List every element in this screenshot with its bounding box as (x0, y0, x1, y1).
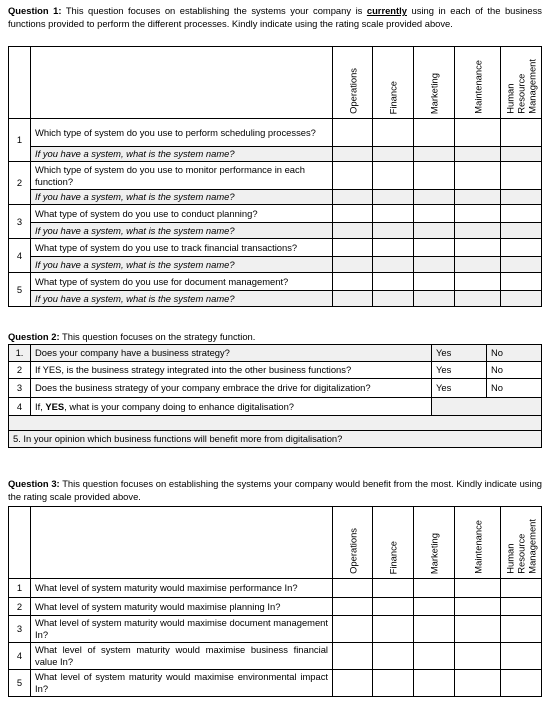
rating-cell[interactable] (373, 579, 414, 598)
rating-cell[interactable] (501, 579, 542, 598)
row-number: 3 (9, 205, 31, 239)
rating-cell[interactable] (414, 616, 455, 643)
question-5-text: 5. In your opinion which business functions will benefit more from digitalisation? (9, 431, 542, 448)
rating-cell[interactable] (414, 119, 455, 147)
system-name-cell[interactable] (333, 257, 373, 273)
rating-cell[interactable] (455, 239, 501, 257)
question-1-label: Question 1: (8, 5, 62, 16)
question-text: Does your company have a business strategy? (31, 345, 432, 362)
rating-cell[interactable] (501, 162, 542, 190)
if-text: If, (35, 400, 46, 412)
question-3-table (8, 506, 542, 697)
col-hrm-label: Human Resource Management (504, 519, 538, 574)
question-text: What type of system do you use to track financial transactions? (31, 239, 333, 257)
rating-cell[interactable] (333, 205, 373, 223)
system-name-cell[interactable] (333, 190, 373, 205)
col-maintenance (455, 507, 501, 579)
rating-cell[interactable] (414, 598, 455, 616)
system-name-cell[interactable] (455, 257, 501, 273)
yes-option[interactable]: Yes (432, 362, 487, 379)
system-name-cell[interactable] (414, 223, 455, 239)
col-operations-label: Operations (347, 528, 358, 574)
rating-cell[interactable] (373, 162, 414, 190)
system-name-cell[interactable] (414, 257, 455, 273)
system-name-cell[interactable] (333, 291, 373, 307)
rating-cell[interactable] (414, 643, 455, 670)
row-number: 5 (9, 670, 31, 697)
question-rest: , what is your company doing to enhance digitalisation? (64, 400, 295, 412)
row-number: 3 (9, 616, 31, 643)
col-finance (373, 47, 414, 119)
rating-cell[interactable] (333, 643, 373, 670)
rating-cell[interactable] (373, 273, 414, 291)
question-text: Does the business strategy of your company embrace the drive for digitalization? (31, 379, 432, 398)
rating-cell[interactable] (455, 205, 501, 223)
row-number: 4 (9, 398, 31, 416)
row-number: 2 (9, 162, 31, 205)
col-marketing-label: Marketing (428, 532, 440, 574)
rating-cell[interactable] (414, 239, 455, 257)
row-number: 3 (9, 379, 31, 398)
question-text: What level of system maturity would maximise document management In? (31, 616, 333, 643)
system-name-cell[interactable] (501, 190, 542, 205)
question-text: What level of system maturity would maximise environmental impact In? (31, 670, 333, 697)
question-text: What level of system maturity would maximise planning In? (31, 598, 333, 616)
row-number: 2 (9, 598, 31, 616)
rating-cell[interactable] (333, 598, 373, 616)
system-name-cell[interactable] (501, 257, 542, 273)
system-name-prompt: If you have a system, what is the system name? (31, 147, 333, 162)
col-operations-label: Operations (347, 68, 358, 114)
system-name-cell[interactable] (455, 147, 501, 162)
rating-cell[interactable] (333, 616, 373, 643)
rating-cell[interactable] (373, 643, 414, 670)
col-hrm (501, 507, 542, 579)
question-2-table (8, 344, 542, 448)
question-text: What level of system maturity would maximise business financial value In? (31, 643, 333, 670)
rating-cell[interactable] (373, 239, 414, 257)
question-3-label: Question 3: (8, 478, 60, 489)
rating-cell[interactable] (333, 670, 373, 697)
rating-cell[interactable] (373, 205, 414, 223)
question-text: What type of system do you use for document management? (31, 273, 333, 291)
header-question-cell (31, 507, 333, 579)
col-maintenance (455, 47, 501, 119)
question-1-text-a: This question focuses on establishing the systems your company is (61, 5, 367, 16)
no-option[interactable]: No (487, 379, 542, 398)
header-num-cell (9, 47, 31, 119)
rating-cell[interactable] (501, 598, 542, 616)
system-name-cell[interactable] (333, 147, 373, 162)
answer-area[interactable] (9, 416, 542, 431)
question-text: If YES, is the business strategy integrated into the other business functions? (31, 362, 432, 379)
rating-cell[interactable] (414, 162, 455, 190)
col-marketing-label: Marketing (428, 72, 440, 114)
question-text: What level of system maturity would maximise performance In? (31, 579, 333, 598)
system-name-prompt: If you have a system, what is the system name? (31, 223, 333, 239)
rating-cell[interactable] (333, 119, 373, 147)
yes-option[interactable]: Yes (432, 379, 487, 398)
rating-cell[interactable] (455, 616, 501, 643)
rating-cell[interactable] (333, 579, 373, 598)
rating-cell[interactable] (373, 598, 414, 616)
question-text: What type of system do you use to conduct planning? (31, 205, 333, 223)
system-name-cell[interactable] (455, 223, 501, 239)
system-name-cell[interactable] (333, 223, 373, 239)
rating-cell[interactable] (414, 273, 455, 291)
system-name-cell[interactable] (373, 147, 414, 162)
system-name-prompt: If you have a system, what is the system name? (31, 291, 333, 307)
no-option[interactable]: No (487, 345, 542, 362)
rating-cell[interactable] (373, 670, 414, 697)
rating-cell[interactable] (501, 119, 542, 147)
rating-cell[interactable] (501, 616, 542, 643)
rating-cell[interactable] (414, 579, 455, 598)
col-hrm (501, 47, 542, 119)
row-number: 2 (9, 362, 31, 379)
question-1-emphasis: currently (366, 5, 407, 16)
answer-cell[interactable] (432, 398, 542, 416)
question-2-text: This question focuses on the strategy function. (59, 331, 256, 342)
col-maintenance-label: Maintenance (472, 60, 483, 114)
rating-cell[interactable] (501, 239, 542, 257)
rating-cell[interactable] (455, 119, 501, 147)
rating-cell[interactable] (414, 205, 455, 223)
col-operations (333, 507, 373, 579)
rating-cell[interactable] (455, 598, 501, 616)
question-1-table (8, 46, 542, 307)
system-name-cell[interactable] (373, 190, 414, 205)
row-number: 4 (9, 643, 31, 670)
system-name-cell[interactable] (373, 291, 414, 307)
col-finance-label: Finance (387, 540, 399, 574)
col-hrm-label: Human Resource Management (504, 59, 538, 114)
question-3-intro (8, 477, 542, 503)
row-number: 1 (9, 119, 31, 162)
no-option[interactable]: No (487, 362, 542, 379)
rating-cell[interactable] (414, 670, 455, 697)
header-num-cell (9, 507, 31, 579)
system-name-cell[interactable] (501, 291, 542, 307)
yes-emphasis: YES (45, 400, 65, 412)
rating-cell[interactable] (455, 579, 501, 598)
system-name-cell[interactable] (455, 291, 501, 307)
col-finance (373, 507, 414, 579)
rating-cell[interactable] (501, 205, 542, 223)
question-1-text-c: using in each of the business functions provided to perform the different processes. Kindly indicate using the rating scale provided above. (8, 5, 542, 29)
row-number: 1. (9, 345, 31, 362)
system-name-cell[interactable] (414, 190, 455, 205)
question-2-label: Question 2: (8, 331, 60, 342)
rating-cell[interactable] (373, 119, 414, 147)
rating-cell[interactable] (455, 670, 501, 697)
question-1-intro (8, 4, 542, 30)
row-number: 1 (9, 579, 31, 598)
rating-cell[interactable] (501, 643, 542, 670)
question-3-text: This question focuses on establishing the systems your company would benefit from the most. Kindly indicate using the rating scale provided above. (8, 478, 542, 502)
rating-cell[interactable] (455, 273, 501, 291)
system-name-cell[interactable] (373, 257, 414, 273)
rating-cell[interactable] (333, 239, 373, 257)
rating-cell[interactable] (373, 616, 414, 643)
question-text: Which type of system do you use to monitor performance in each function? (31, 162, 333, 190)
rating-cell[interactable] (501, 670, 542, 697)
rating-cell[interactable] (333, 162, 373, 190)
question-text: Which type of system do you use to perform scheduling processes? (31, 119, 333, 147)
yes-option[interactable]: Yes (432, 345, 487, 362)
row-number: 4 (9, 239, 31, 273)
system-name-cell[interactable] (373, 223, 414, 239)
col-marketing (414, 507, 455, 579)
system-name-prompt: If you have a system, what is the system name? (31, 257, 333, 273)
col-maintenance-label: Maintenance (472, 520, 483, 574)
col-finance-label: Finance (387, 80, 399, 114)
system-name-cell[interactable] (501, 223, 542, 239)
rating-cell[interactable] (333, 273, 373, 291)
rating-cell[interactable] (455, 643, 501, 670)
system-name-cell[interactable] (414, 291, 455, 307)
system-name-cell[interactable] (414, 147, 455, 162)
question-2-intro (8, 330, 542, 343)
row-number: 5 (9, 273, 31, 307)
col-marketing (414, 47, 455, 119)
header-question-cell (31, 47, 333, 119)
system-name-cell[interactable] (501, 147, 542, 162)
system-name-cell[interactable] (455, 190, 501, 205)
rating-cell[interactable] (501, 273, 542, 291)
system-name-prompt: If you have a system, what is the system name? (31, 190, 333, 205)
question-text (31, 398, 432, 416)
rating-cell[interactable] (455, 162, 501, 190)
col-operations (333, 47, 373, 119)
